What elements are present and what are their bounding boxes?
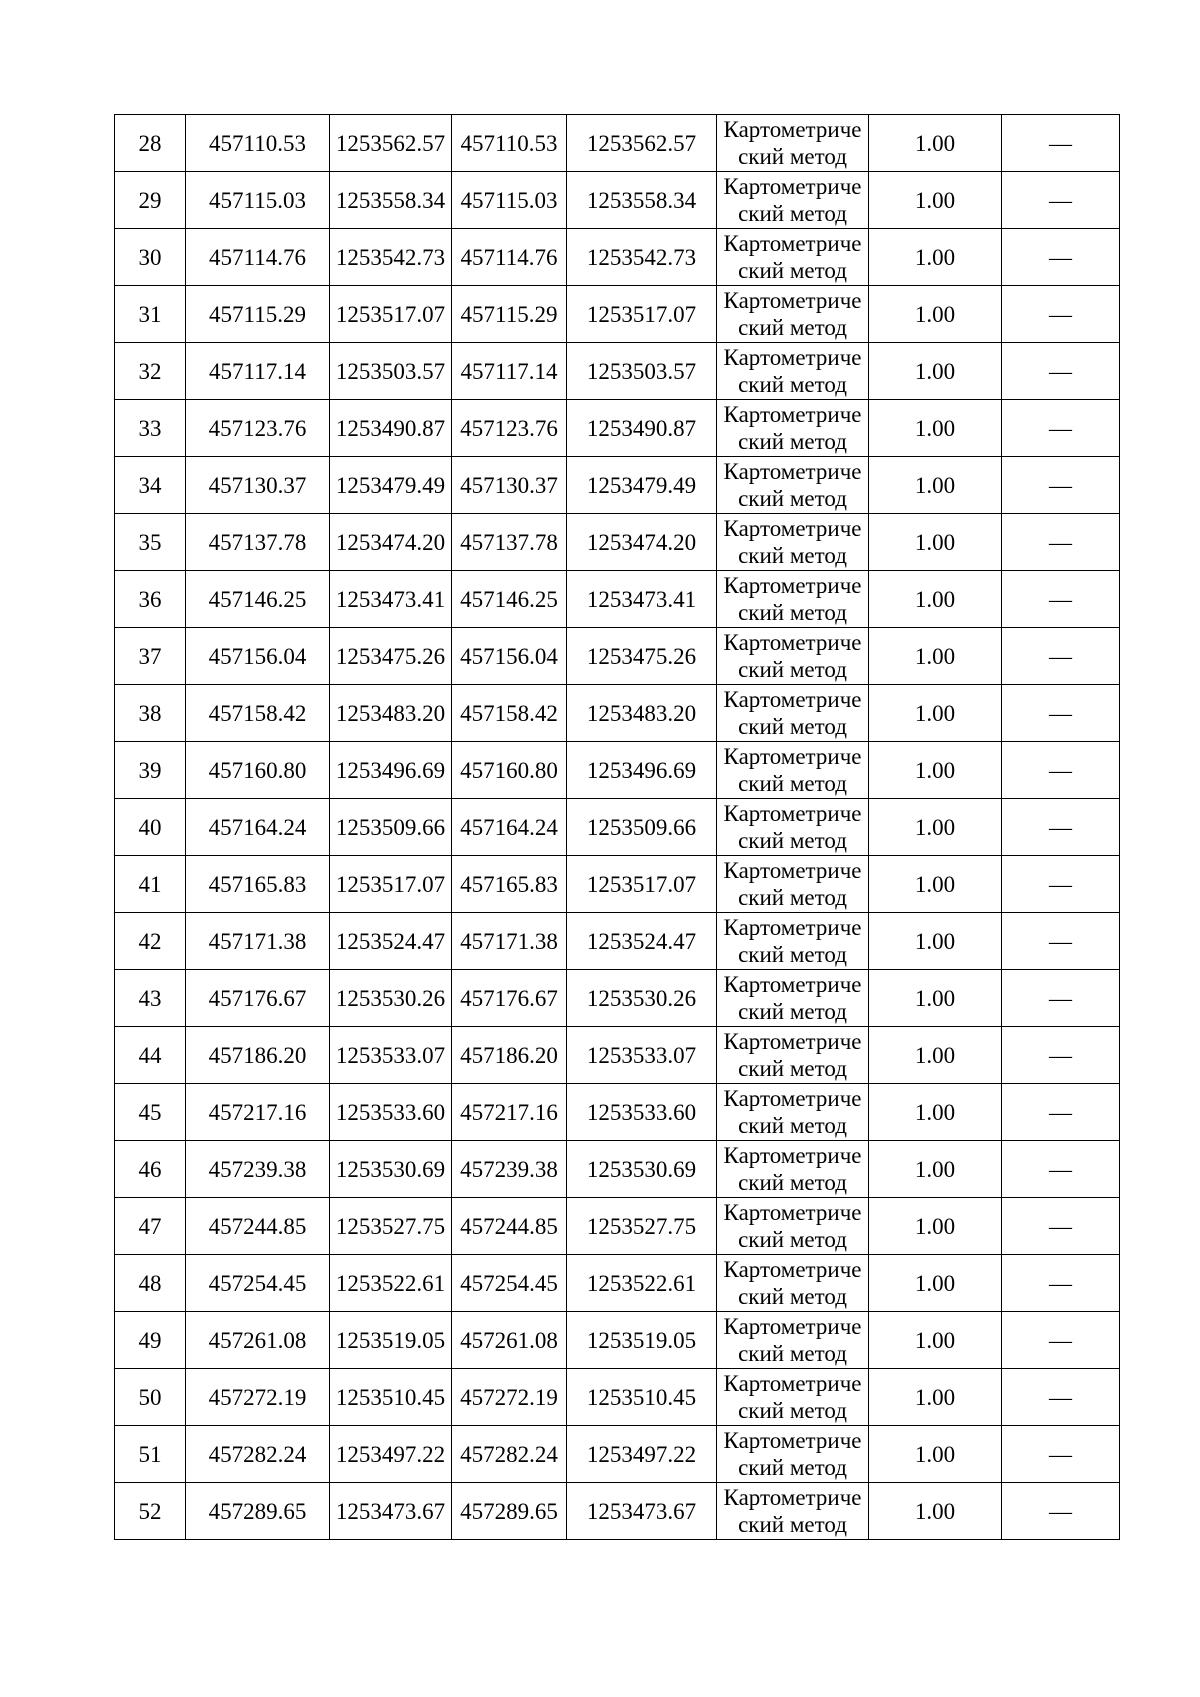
x-new-cell: 457165.83 bbox=[452, 856, 567, 913]
method-cell bbox=[717, 856, 869, 913]
x-old-cell: 457146.25 bbox=[186, 571, 330, 628]
x-old-cell: 457272.19 bbox=[186, 1369, 330, 1426]
x-new-cell: 457110.53 bbox=[452, 115, 567, 172]
method-line-2: ский метод bbox=[738, 1512, 847, 1537]
x-old-cell: 457171.38 bbox=[186, 913, 330, 970]
method-cell bbox=[717, 343, 869, 400]
x-new-cell: 457117.14 bbox=[452, 343, 567, 400]
accuracy-cell: 1.00 bbox=[869, 343, 1002, 400]
method-line-2: ский метод bbox=[738, 885, 847, 910]
accuracy-cell: 1.00 bbox=[869, 514, 1002, 571]
x-new-cell: 457156.04 bbox=[452, 628, 567, 685]
table-row bbox=[115, 229, 1120, 286]
accuracy-cell: 1.00 bbox=[869, 571, 1002, 628]
accuracy-cell: 1.00 bbox=[869, 856, 1002, 913]
accuracy-cell: 1.00 bbox=[869, 1027, 1002, 1084]
x-new-cell: 457261.08 bbox=[452, 1312, 567, 1369]
x-old-cell: 457289.65 bbox=[186, 1483, 330, 1540]
method-line-1: Картометриче bbox=[723, 915, 862, 940]
point-number-cell: 49 bbox=[115, 1312, 186, 1369]
description-cell: — bbox=[1002, 685, 1120, 742]
method-cell bbox=[717, 571, 869, 628]
point-number-cell: 40 bbox=[115, 799, 186, 856]
method-cell bbox=[717, 229, 869, 286]
y-new-cell: 1253509.66 bbox=[567, 799, 717, 856]
table-row bbox=[115, 1198, 1120, 1255]
accuracy-cell: 1.00 bbox=[869, 913, 1002, 970]
x-new-cell: 457164.24 bbox=[452, 799, 567, 856]
method-line-2: ский метод bbox=[738, 144, 847, 169]
method-line-1: Картометриче bbox=[723, 1086, 862, 1111]
table-row bbox=[115, 685, 1120, 742]
x-new-cell: 457282.24 bbox=[452, 1426, 567, 1483]
y-new-cell: 1253474.20 bbox=[567, 514, 717, 571]
x-old-cell: 457176.67 bbox=[186, 970, 330, 1027]
method-line-2: ский метод bbox=[738, 771, 847, 796]
y-new-cell: 1253562.57 bbox=[567, 115, 717, 172]
x-old-cell: 457261.08 bbox=[186, 1312, 330, 1369]
y-old-cell: 1253558.34 bbox=[330, 172, 452, 229]
method-line-2: ский метод bbox=[738, 1056, 847, 1081]
accuracy-cell: 1.00 bbox=[869, 685, 1002, 742]
x-old-cell: 457217.16 bbox=[186, 1084, 330, 1141]
method-cell bbox=[717, 628, 869, 685]
y-old-cell: 1253522.61 bbox=[330, 1255, 452, 1312]
x-new-cell: 457171.38 bbox=[452, 913, 567, 970]
method-cell bbox=[717, 115, 869, 172]
method-cell bbox=[717, 514, 869, 571]
table-row bbox=[115, 1369, 1120, 1426]
x-new-cell: 457130.37 bbox=[452, 457, 567, 514]
description-cell: — bbox=[1002, 1426, 1120, 1483]
method-line-1: Картометриче bbox=[723, 288, 862, 313]
method-cell bbox=[717, 1369, 869, 1426]
y-new-cell: 1253519.05 bbox=[567, 1312, 717, 1369]
point-number-cell: 45 bbox=[115, 1084, 186, 1141]
x-new-cell: 457137.78 bbox=[452, 514, 567, 571]
description-cell: — bbox=[1002, 343, 1120, 400]
description-cell: — bbox=[1002, 172, 1120, 229]
x-new-cell: 457272.19 bbox=[452, 1369, 567, 1426]
y-new-cell: 1253510.45 bbox=[567, 1369, 717, 1426]
method-line-1: Картометриче bbox=[723, 801, 862, 826]
accuracy-cell: 1.00 bbox=[869, 742, 1002, 799]
accuracy-cell: 1.00 bbox=[869, 1483, 1002, 1540]
accuracy-cell: 1.00 bbox=[869, 799, 1002, 856]
x-old-cell: 457115.29 bbox=[186, 286, 330, 343]
x-old-cell: 457110.53 bbox=[186, 115, 330, 172]
table-body bbox=[115, 115, 1120, 1540]
method-line-2: ский метод bbox=[738, 828, 847, 853]
y-new-cell: 1253497.22 bbox=[567, 1426, 717, 1483]
y-old-cell: 1253497.22 bbox=[330, 1426, 452, 1483]
table-row bbox=[115, 799, 1120, 856]
table-row bbox=[115, 970, 1120, 1027]
accuracy-cell: 1.00 bbox=[869, 229, 1002, 286]
point-number-cell: 38 bbox=[115, 685, 186, 742]
method-line-1: Картометриче bbox=[723, 231, 862, 256]
accuracy-cell: 1.00 bbox=[869, 970, 1002, 1027]
table-row bbox=[115, 856, 1120, 913]
x-old-cell: 457160.80 bbox=[186, 742, 330, 799]
y-new-cell: 1253533.60 bbox=[567, 1084, 717, 1141]
description-cell: — bbox=[1002, 628, 1120, 685]
method-line-1: Картометриче bbox=[723, 1257, 862, 1282]
point-number-cell: 51 bbox=[115, 1426, 186, 1483]
y-old-cell: 1253503.57 bbox=[330, 343, 452, 400]
point-number-cell: 34 bbox=[115, 457, 186, 514]
description-cell: — bbox=[1002, 970, 1120, 1027]
y-old-cell: 1253473.67 bbox=[330, 1483, 452, 1540]
method-cell bbox=[717, 970, 869, 1027]
method-line-2: ский метод bbox=[738, 543, 847, 568]
y-old-cell: 1253530.69 bbox=[330, 1141, 452, 1198]
method-line-2: ский метод bbox=[738, 1170, 847, 1195]
description-cell: — bbox=[1002, 571, 1120, 628]
accuracy-cell: 1.00 bbox=[869, 1369, 1002, 1426]
y-old-cell: 1253510.45 bbox=[330, 1369, 452, 1426]
table-row bbox=[115, 400, 1120, 457]
table-row bbox=[115, 1141, 1120, 1198]
accuracy-cell: 1.00 bbox=[869, 1255, 1002, 1312]
x-old-cell: 457164.24 bbox=[186, 799, 330, 856]
x-new-cell: 457115.29 bbox=[452, 286, 567, 343]
y-old-cell: 1253530.26 bbox=[330, 970, 452, 1027]
x-new-cell: 457123.76 bbox=[452, 400, 567, 457]
x-new-cell: 457244.85 bbox=[452, 1198, 567, 1255]
method-line-2: ский метод bbox=[738, 714, 847, 739]
point-number-cell: 50 bbox=[115, 1369, 186, 1426]
method-line-2: ский метод bbox=[738, 657, 847, 682]
method-line-1: Картометриче bbox=[723, 630, 862, 655]
y-new-cell: 1253496.69 bbox=[567, 742, 717, 799]
method-cell bbox=[717, 1255, 869, 1312]
method-cell bbox=[717, 799, 869, 856]
x-new-cell: 457146.25 bbox=[452, 571, 567, 628]
table-row bbox=[115, 1255, 1120, 1312]
point-number-cell: 33 bbox=[115, 400, 186, 457]
y-old-cell: 1253524.47 bbox=[330, 913, 452, 970]
y-old-cell: 1253475.26 bbox=[330, 628, 452, 685]
point-number-cell: 30 bbox=[115, 229, 186, 286]
point-number-cell: 39 bbox=[115, 742, 186, 799]
method-cell bbox=[717, 913, 869, 970]
method-line-1: Картометриче bbox=[723, 858, 862, 883]
description-cell: — bbox=[1002, 514, 1120, 571]
x-new-cell: 457289.65 bbox=[452, 1483, 567, 1540]
accuracy-cell: 1.00 bbox=[869, 628, 1002, 685]
y-old-cell: 1253474.20 bbox=[330, 514, 452, 571]
point-number-cell: 37 bbox=[115, 628, 186, 685]
y-old-cell: 1253473.41 bbox=[330, 571, 452, 628]
y-new-cell: 1253503.57 bbox=[567, 343, 717, 400]
table-row bbox=[115, 457, 1120, 514]
table-row bbox=[115, 1312, 1120, 1369]
x-old-cell: 457239.38 bbox=[186, 1141, 330, 1198]
method-line-2: ский метод bbox=[738, 486, 847, 511]
table-row bbox=[115, 628, 1120, 685]
description-cell: — bbox=[1002, 1141, 1120, 1198]
method-line-2: ский метод bbox=[738, 1455, 847, 1480]
method-line-2: ский метод bbox=[738, 1341, 847, 1366]
y-old-cell: 1253533.07 bbox=[330, 1027, 452, 1084]
y-new-cell: 1253542.73 bbox=[567, 229, 717, 286]
method-cell bbox=[717, 1312, 869, 1369]
x-old-cell: 457158.42 bbox=[186, 685, 330, 742]
x-new-cell: 457115.03 bbox=[452, 172, 567, 229]
table-row bbox=[115, 343, 1120, 400]
method-line-1: Картометриче bbox=[723, 174, 862, 199]
method-line-1: Картометриче bbox=[723, 402, 862, 427]
y-new-cell: 1253527.75 bbox=[567, 1198, 717, 1255]
point-number-cell: 42 bbox=[115, 913, 186, 970]
method-cell bbox=[717, 400, 869, 457]
method-cell bbox=[717, 1141, 869, 1198]
x-old-cell: 457115.03 bbox=[186, 172, 330, 229]
y-old-cell: 1253519.05 bbox=[330, 1312, 452, 1369]
description-cell: — bbox=[1002, 742, 1120, 799]
method-line-1: Картометриче bbox=[723, 1200, 862, 1225]
method-line-2: ский метод bbox=[738, 258, 847, 283]
y-new-cell: 1253533.07 bbox=[567, 1027, 717, 1084]
method-line-2: ский метод bbox=[738, 372, 847, 397]
table-row bbox=[115, 571, 1120, 628]
method-cell bbox=[717, 742, 869, 799]
accuracy-cell: 1.00 bbox=[869, 172, 1002, 229]
x-old-cell: 457117.14 bbox=[186, 343, 330, 400]
method-line-2: ский метод bbox=[738, 942, 847, 967]
description-cell: — bbox=[1002, 229, 1120, 286]
description-cell: — bbox=[1002, 1312, 1120, 1369]
description-cell: — bbox=[1002, 913, 1120, 970]
method-line-2: ский метод bbox=[738, 1113, 847, 1138]
table-row bbox=[115, 913, 1120, 970]
method-line-1: Картометриче bbox=[723, 345, 862, 370]
method-line-1: Картометриче bbox=[723, 1428, 862, 1453]
method-line-2: ский метод bbox=[738, 1284, 847, 1309]
point-number-cell: 48 bbox=[115, 1255, 186, 1312]
y-old-cell: 1253483.20 bbox=[330, 685, 452, 742]
method-line-2: ский метод bbox=[738, 1227, 847, 1252]
x-new-cell: 457186.20 bbox=[452, 1027, 567, 1084]
description-cell: — bbox=[1002, 1369, 1120, 1426]
accuracy-cell: 1.00 bbox=[869, 1141, 1002, 1198]
x-new-cell: 457254.45 bbox=[452, 1255, 567, 1312]
x-old-cell: 457137.78 bbox=[186, 514, 330, 571]
description-cell: — bbox=[1002, 1198, 1120, 1255]
method-line-1: Картометриче bbox=[723, 744, 862, 769]
description-cell: — bbox=[1002, 799, 1120, 856]
point-number-cell: 28 bbox=[115, 115, 186, 172]
description-cell: — bbox=[1002, 1483, 1120, 1540]
table-row bbox=[115, 1027, 1120, 1084]
x-old-cell: 457244.85 bbox=[186, 1198, 330, 1255]
description-cell: — bbox=[1002, 115, 1120, 172]
y-new-cell: 1253473.41 bbox=[567, 571, 717, 628]
method-line-2: ский метод bbox=[738, 429, 847, 454]
y-new-cell: 1253483.20 bbox=[567, 685, 717, 742]
x-new-cell: 457158.42 bbox=[452, 685, 567, 742]
point-number-cell: 43 bbox=[115, 970, 186, 1027]
x-old-cell: 457123.76 bbox=[186, 400, 330, 457]
accuracy-cell: 1.00 bbox=[869, 286, 1002, 343]
y-old-cell: 1253517.07 bbox=[330, 286, 452, 343]
method-line-1: Картометриче bbox=[723, 117, 862, 142]
x-old-cell: 457165.83 bbox=[186, 856, 330, 913]
method-line-1: Картометриче bbox=[723, 573, 862, 598]
y-old-cell: 1253509.66 bbox=[330, 799, 452, 856]
description-cell: — bbox=[1002, 1084, 1120, 1141]
method-line-1: Картометриче bbox=[723, 1314, 862, 1339]
accuracy-cell: 1.00 bbox=[869, 457, 1002, 514]
y-new-cell: 1253522.61 bbox=[567, 1255, 717, 1312]
x-new-cell: 457176.67 bbox=[452, 970, 567, 1027]
point-number-cell: 41 bbox=[115, 856, 186, 913]
y-new-cell: 1253524.47 bbox=[567, 913, 717, 970]
y-new-cell: 1253530.69 bbox=[567, 1141, 717, 1198]
table-row bbox=[115, 115, 1120, 172]
y-old-cell: 1253490.87 bbox=[330, 400, 452, 457]
y-old-cell: 1253496.69 bbox=[330, 742, 452, 799]
description-cell: — bbox=[1002, 1027, 1120, 1084]
method-cell bbox=[717, 172, 869, 229]
method-line-1: Картометриче bbox=[723, 972, 862, 997]
method-cell bbox=[717, 1483, 869, 1540]
point-number-cell: 31 bbox=[115, 286, 186, 343]
x-old-cell: 457282.24 bbox=[186, 1426, 330, 1483]
table-row bbox=[115, 514, 1120, 571]
method-line-2: ский метод bbox=[738, 600, 847, 625]
accuracy-cell: 1.00 bbox=[869, 1426, 1002, 1483]
accuracy-cell: 1.00 bbox=[869, 400, 1002, 457]
method-line-1: Картометриче bbox=[723, 687, 862, 712]
accuracy-cell: 1.00 bbox=[869, 1084, 1002, 1141]
table-row bbox=[115, 742, 1120, 799]
x-old-cell: 457156.04 bbox=[186, 628, 330, 685]
point-number-cell: 44 bbox=[115, 1027, 186, 1084]
description-cell: — bbox=[1002, 856, 1120, 913]
method-cell bbox=[717, 685, 869, 742]
description-cell: — bbox=[1002, 286, 1120, 343]
description-cell: — bbox=[1002, 457, 1120, 514]
method-cell bbox=[717, 457, 869, 514]
method-line-2: ский метод bbox=[738, 315, 847, 340]
table-row bbox=[115, 1426, 1120, 1483]
table-row bbox=[115, 286, 1120, 343]
coordinates-table bbox=[114, 114, 1120, 1540]
point-number-cell: 29 bbox=[115, 172, 186, 229]
y-old-cell: 1253533.60 bbox=[330, 1084, 452, 1141]
y-new-cell: 1253558.34 bbox=[567, 172, 717, 229]
x-old-cell: 457130.37 bbox=[186, 457, 330, 514]
y-new-cell: 1253473.67 bbox=[567, 1483, 717, 1540]
y-new-cell: 1253490.87 bbox=[567, 400, 717, 457]
method-cell bbox=[717, 1084, 869, 1141]
method-line-1: Картометриче bbox=[723, 459, 862, 484]
method-line-2: ский метод bbox=[738, 1398, 847, 1423]
method-cell bbox=[717, 1426, 869, 1483]
method-line-1: Картометриче bbox=[723, 1485, 862, 1510]
point-number-cell: 36 bbox=[115, 571, 186, 628]
method-cell bbox=[717, 1027, 869, 1084]
method-line-1: Картометриче bbox=[723, 1029, 862, 1054]
x-new-cell: 457217.16 bbox=[452, 1084, 567, 1141]
accuracy-cell: 1.00 bbox=[869, 1312, 1002, 1369]
x-new-cell: 457114.76 bbox=[452, 229, 567, 286]
point-number-cell: 32 bbox=[115, 343, 186, 400]
accuracy-cell: 1.00 bbox=[869, 1198, 1002, 1255]
y-old-cell: 1253542.73 bbox=[330, 229, 452, 286]
method-cell bbox=[717, 1198, 869, 1255]
accuracy-cell: 1.00 bbox=[869, 115, 1002, 172]
point-number-cell: 52 bbox=[115, 1483, 186, 1540]
table-row bbox=[115, 1084, 1120, 1141]
x-old-cell: 457254.45 bbox=[186, 1255, 330, 1312]
y-old-cell: 1253562.57 bbox=[330, 115, 452, 172]
point-number-cell: 46 bbox=[115, 1141, 186, 1198]
point-number-cell: 47 bbox=[115, 1198, 186, 1255]
description-cell: — bbox=[1002, 400, 1120, 457]
point-number-cell: 35 bbox=[115, 514, 186, 571]
x-new-cell: 457239.38 bbox=[452, 1141, 567, 1198]
method-cell bbox=[717, 286, 869, 343]
table-row bbox=[115, 1483, 1120, 1540]
x-new-cell: 457160.80 bbox=[452, 742, 567, 799]
y-new-cell: 1253517.07 bbox=[567, 856, 717, 913]
y-new-cell: 1253479.49 bbox=[567, 457, 717, 514]
table-row bbox=[115, 172, 1120, 229]
x-old-cell: 457114.76 bbox=[186, 229, 330, 286]
y-old-cell: 1253527.75 bbox=[330, 1198, 452, 1255]
x-old-cell: 457186.20 bbox=[186, 1027, 330, 1084]
y-old-cell: 1253517.07 bbox=[330, 856, 452, 913]
y-new-cell: 1253475.26 bbox=[567, 628, 717, 685]
y-new-cell: 1253530.26 bbox=[567, 970, 717, 1027]
method-line-2: ский метод bbox=[738, 999, 847, 1024]
method-line-1: Картометриче bbox=[723, 1143, 862, 1168]
method-line-2: ский метод bbox=[738, 201, 847, 226]
method-line-1: Картометриче bbox=[723, 1371, 862, 1396]
y-old-cell: 1253479.49 bbox=[330, 457, 452, 514]
description-cell: — bbox=[1002, 1255, 1120, 1312]
method-line-1: Картометриче bbox=[723, 516, 862, 541]
y-new-cell: 1253517.07 bbox=[567, 286, 717, 343]
